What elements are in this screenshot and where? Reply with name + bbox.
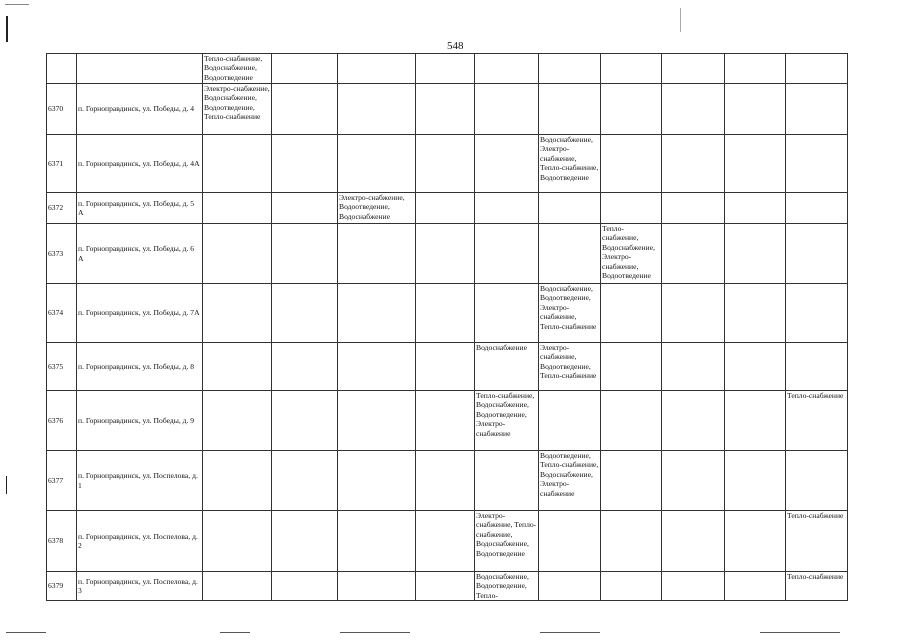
address-cell: п. Горноправдинск, ул. Победы, д. 4А [77, 135, 203, 193]
left-margin-mark [6, 16, 8, 42]
service-cell [272, 284, 338, 343]
service-cell [338, 572, 416, 601]
row-number: 6376 [47, 391, 77, 451]
service-cell [272, 511, 338, 572]
service-cell [662, 135, 725, 193]
row-number: 6370 [47, 84, 77, 135]
service-cell [539, 224, 601, 284]
table-row [47, 284, 848, 343]
service-cell: Электро-снабжение, Тепло-снабжение, Водоснабжение, Водоотведение [475, 511, 539, 572]
service-cell [539, 84, 601, 135]
service-cell [786, 84, 848, 135]
cell [338, 54, 416, 84]
bottom-rule [760, 632, 840, 633]
service-cell [601, 572, 662, 601]
table-row [47, 193, 848, 224]
table-row [47, 572, 848, 601]
service-cell [338, 343, 416, 391]
service-cell [601, 284, 662, 343]
left-margin-mark [6, 476, 7, 494]
address-cell: п. Горноправдинск, ул. Поспелова, д. 3 [77, 572, 203, 601]
address-cell: п. Горноправдинск, ул. Победы, д. 6 А [77, 224, 203, 284]
service-cell [662, 511, 725, 572]
row-number: 6372 [47, 193, 77, 224]
service-cell: Тепло-снабжение [786, 572, 848, 601]
service-cell [662, 284, 725, 343]
service-cell: Тепло-снабжение, Водоснабжение, Водоотведение, Электро-снабжение [475, 391, 539, 451]
service-cell [203, 224, 272, 284]
service-cell: Тепло-снабжение [786, 511, 848, 572]
service-cell: Тепло-снабжение, Водоснабжение, Электро-снабжение, Водоотведение [601, 224, 662, 284]
cell: Тепло-снабжение, Водоснабжение, Водоотведение [203, 54, 272, 84]
table-row [47, 135, 848, 193]
service-cell [539, 572, 601, 601]
service-cell [203, 284, 272, 343]
address-cell: п. Горноправдинск, ул. Победы, д. 5 А [77, 193, 203, 224]
service-cell [601, 511, 662, 572]
service-cell [539, 391, 601, 451]
service-cell [786, 135, 848, 193]
address-cell: п. Горноправдинск, ул. Поспелова, д. 2 [77, 511, 203, 572]
service-cell [203, 343, 272, 391]
service-cell [662, 193, 725, 224]
service-cell [725, 284, 786, 343]
service-cell [203, 391, 272, 451]
service-cell [338, 511, 416, 572]
service-cell [203, 511, 272, 572]
service-cell [416, 451, 475, 511]
row-number: 6374 [47, 284, 77, 343]
cell [47, 54, 77, 84]
row-number: 6371 [47, 135, 77, 193]
service-cell [601, 193, 662, 224]
service-cell [203, 135, 272, 193]
address-cell: п. Горноправдинск, ул. Победы, д. 9 [77, 391, 203, 451]
service-cell: Водоснабжение, Электро-снабжение, Тепло-снабжение, Водоотведение [539, 135, 601, 193]
service-cell [725, 135, 786, 193]
service-cell [662, 343, 725, 391]
service-cell [416, 343, 475, 391]
cell [601, 54, 662, 84]
service-cell [416, 391, 475, 451]
service-cell [272, 391, 338, 451]
table-row [47, 54, 848, 84]
row-number: 6373 [47, 224, 77, 284]
service-cell: Водоотведение, Тепло-снабжение, Водоснабжение, Электро-снабжение [539, 451, 601, 511]
service-cell [338, 391, 416, 451]
table-row [47, 84, 848, 135]
address-cell: п. Горноправдинск, ул. Поспелова, д. 1 [77, 451, 203, 511]
service-cell [475, 284, 539, 343]
service-cell: Тепло-снабжение [786, 391, 848, 451]
table-row [47, 391, 848, 451]
row-number: 6378 [47, 511, 77, 572]
service-cell [475, 135, 539, 193]
service-cell [272, 343, 338, 391]
service-cell [416, 84, 475, 135]
service-cell [475, 224, 539, 284]
table-row [47, 511, 848, 572]
service-cell [272, 84, 338, 135]
cell [77, 54, 203, 84]
bottom-rule [220, 632, 250, 633]
service-cell [725, 224, 786, 284]
service-cell [272, 451, 338, 511]
service-cell [416, 135, 475, 193]
bottom-rule [540, 632, 600, 633]
service-cell [662, 84, 725, 135]
bottom-rule [340, 632, 410, 633]
service-cell [601, 343, 662, 391]
service-cell: Электро-снабжение, Водоснабжение, Водоотведение, Тепло-снабжение [203, 84, 272, 135]
service-cell [475, 451, 539, 511]
service-cell [601, 391, 662, 451]
service-cell: Электро-снабжение, Водоотведение, Тепло-снабжение [539, 343, 601, 391]
service-cell [416, 284, 475, 343]
service-cell [725, 343, 786, 391]
service-cell [725, 84, 786, 135]
service-cell [203, 451, 272, 511]
service-cell [662, 391, 725, 451]
cell [539, 54, 601, 84]
service-cell [662, 451, 725, 511]
table-row [47, 224, 848, 284]
service-cell [338, 284, 416, 343]
service-cell [272, 135, 338, 193]
service-cell [601, 135, 662, 193]
row-number: 6379 [47, 572, 77, 601]
service-cell [203, 193, 272, 224]
service-cell [539, 511, 601, 572]
service-cell [272, 193, 338, 224]
service-cell [272, 572, 338, 601]
service-cell [338, 84, 416, 135]
address-cell: п. Горноправдинск, ул. Победы, д. 7А [77, 284, 203, 343]
service-cell: Электро-снабжение, Водоотведение, Водоснабжение [338, 193, 416, 224]
service-cell: Водоснабжение [475, 343, 539, 391]
page-number: 548 [447, 40, 464, 52]
service-cell [601, 451, 662, 511]
service-cell [539, 193, 601, 224]
right-scan-mark [680, 8, 681, 32]
service-cell [725, 511, 786, 572]
bottom-rule [6, 632, 46, 633]
cell [272, 54, 338, 84]
service-cell [416, 224, 475, 284]
cell [786, 54, 848, 84]
service-cell: Водоснабжение, Водоотведение, Тепло- [475, 572, 539, 601]
service-cell [786, 193, 848, 224]
service-cell [338, 135, 416, 193]
service-cell [725, 193, 786, 224]
service-cell [725, 451, 786, 511]
service-cell [338, 224, 416, 284]
service-cell [338, 451, 416, 511]
register-table [46, 53, 848, 601]
address-cell: п. Горноправдинск, ул. Победы, д. 4 [77, 84, 203, 135]
cell [416, 54, 475, 84]
row-number: 6375 [47, 343, 77, 391]
service-cell [725, 572, 786, 601]
row-number: 6377 [47, 451, 77, 511]
service-cell [662, 224, 725, 284]
cell [725, 54, 786, 84]
service-cell [475, 84, 539, 135]
service-cell [786, 343, 848, 391]
service-cell [203, 572, 272, 601]
service-cell [786, 284, 848, 343]
service-cell [416, 511, 475, 572]
service-cell [662, 572, 725, 601]
service-cell [416, 193, 475, 224]
service-cell [475, 193, 539, 224]
service-cell [725, 391, 786, 451]
address-cell: п. Горноправдинск, ул. Победы, д. 8 [77, 343, 203, 391]
top-edge-mark [5, 4, 29, 5]
service-cell [786, 224, 848, 284]
service-cell [272, 224, 338, 284]
service-cell: Водоснабжение, Водоотведение, Электро-снабжение, Тепло-снабжение [539, 284, 601, 343]
service-cell [416, 572, 475, 601]
service-cell [601, 84, 662, 135]
table-row [47, 343, 848, 391]
service-cell [786, 451, 848, 511]
cell [475, 54, 539, 84]
table-row [47, 451, 848, 511]
cell [662, 54, 725, 84]
